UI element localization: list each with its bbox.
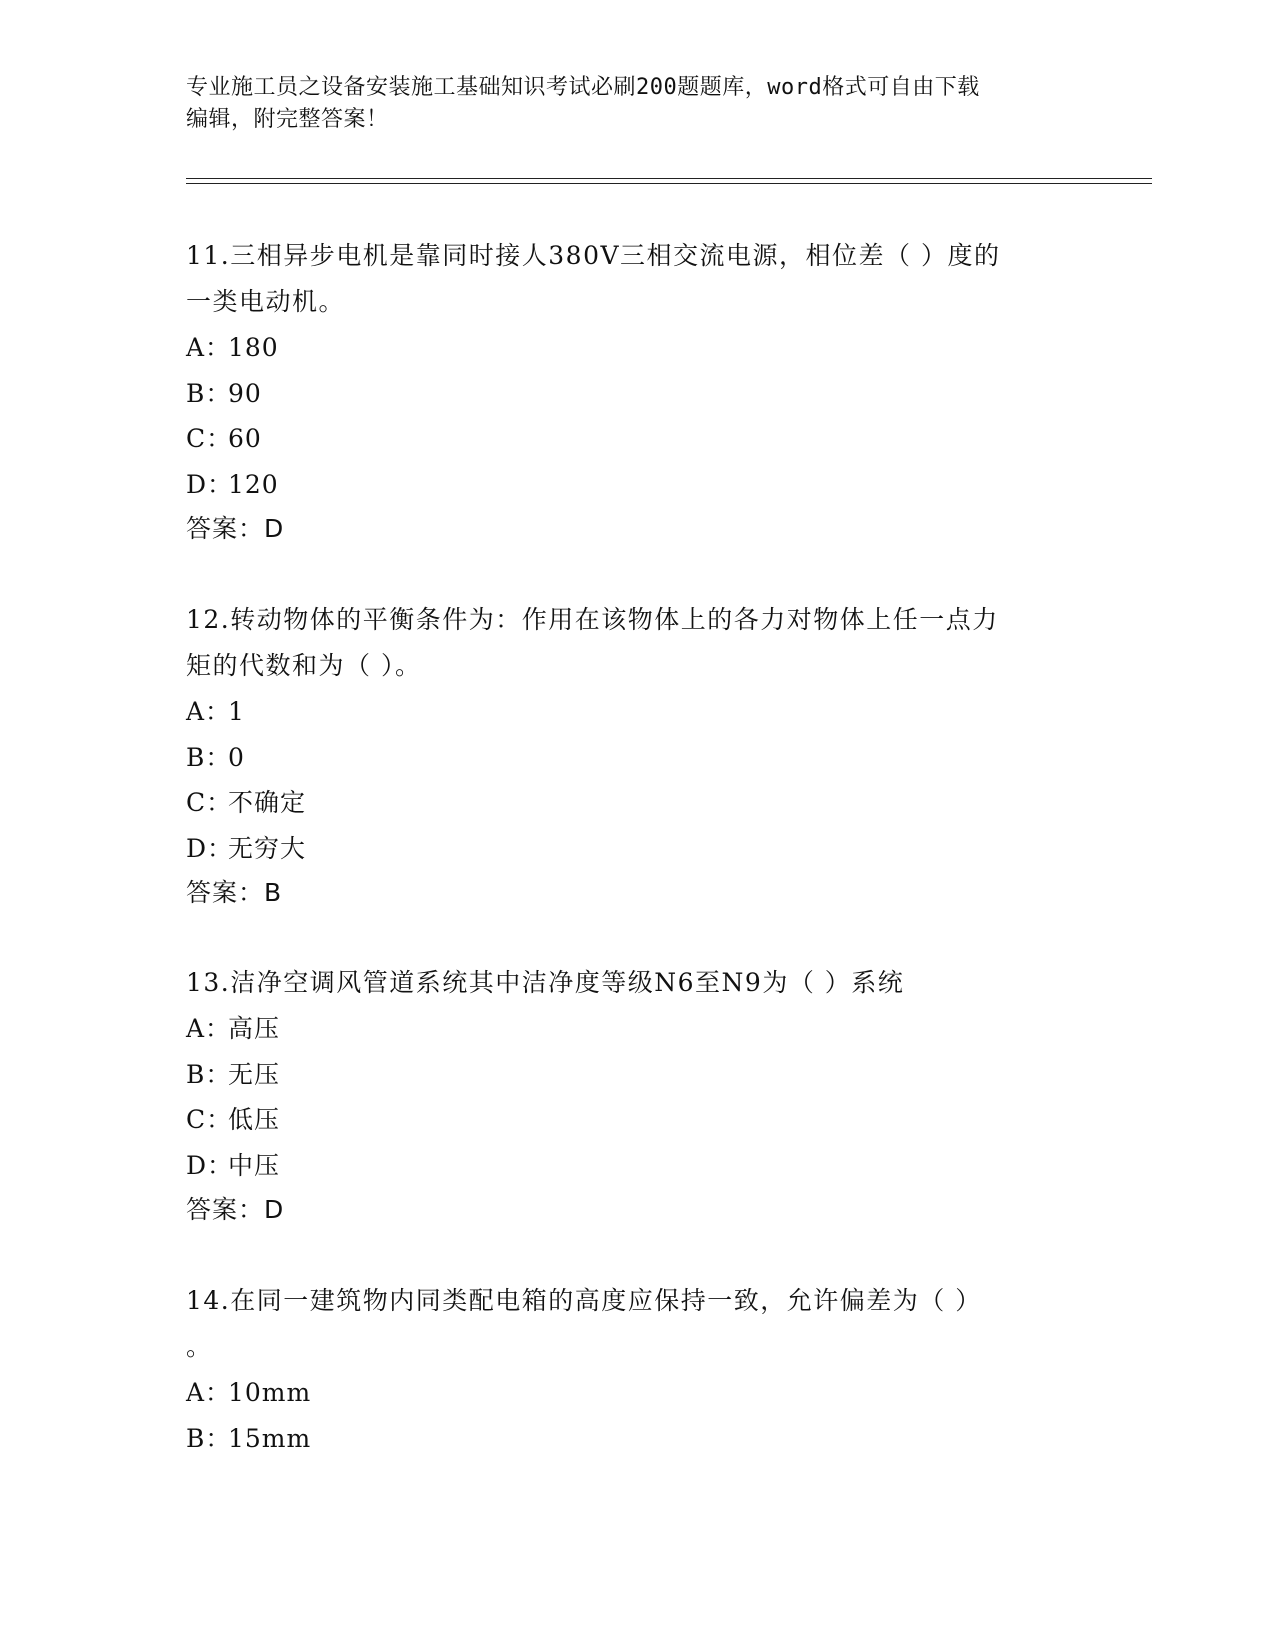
option-key: A： <box>186 1014 232 1043</box>
question-stem-line: 。 <box>186 1332 213 1361</box>
option-text: 高压 <box>228 1014 281 1043</box>
option-b <box>186 1052 1086 1098</box>
question-stem-line: 12.转动物体的平衡条件为：作用在该物体上的各力对物体上任一点力 <box>186 605 999 634</box>
question-stem <box>186 1278 1086 1370</box>
option-key: D： <box>186 833 234 863</box>
option-text: 0 <box>228 742 245 772</box>
option-key: C： <box>186 1105 233 1134</box>
question-stem-line: 一类电动机。 <box>186 287 346 316</box>
header-divider-bottom <box>186 183 1152 184</box>
option-a <box>186 689 1086 735</box>
option-text: 无压 <box>228 1059 281 1089</box>
option-b <box>186 371 1086 417</box>
option-text: 中压 <box>228 1150 281 1180</box>
option-text: 无穷大 <box>228 833 307 863</box>
question-stem <box>186 960 1086 1006</box>
option-text: 1 <box>228 697 245 726</box>
option-a <box>186 1006 1086 1052</box>
option-c <box>186 780 1086 826</box>
option-text: 15mm <box>228 1423 312 1453</box>
option-key: A： <box>186 697 232 726</box>
option-key: D： <box>186 1150 234 1180</box>
option-text: 低压 <box>228 1105 281 1134</box>
option-text: 60 <box>228 424 262 453</box>
header-title-line-1: 专业施工员之设备安装施工基础知识考试必刷200题题库，word格式可自由下载 <box>186 75 980 100</box>
option-c <box>186 1097 1086 1143</box>
question-14 <box>186 1278 1086 1461</box>
question-stem-line: 13.洁净空调风管道系统其中洁净度等级N6至N9为（ ）系统 <box>186 968 905 997</box>
option-text: 不确定 <box>228 788 307 817</box>
option-key: A： <box>186 1378 232 1407</box>
option-b <box>186 735 1086 781</box>
question-stem-line: 14.在同一建筑物内同类配电箱的高度应保持一致，允许偏差为（ ） <box>186 1286 982 1315</box>
option-key: C： <box>186 424 233 453</box>
option-text: 120 <box>228 469 279 499</box>
answer-line: 答案：D <box>186 1195 285 1224</box>
question-stem-line: 11.三相异步电机是靠同时接人380V三相交流电源，相位差（ ）度的 <box>186 241 1001 270</box>
option-key: C： <box>186 788 233 817</box>
answer-line: 答案：D <box>186 514 285 543</box>
option-key: B： <box>186 742 232 772</box>
question-11 <box>186 233 1086 551</box>
option-text: 90 <box>228 378 262 408</box>
option-d <box>186 1143 1086 1189</box>
document-header <box>186 72 1066 136</box>
question-13 <box>186 960 1086 1232</box>
answer-line: 答案：B <box>186 878 283 907</box>
header-title-line-2: 编辑，附完整答案！ <box>186 107 389 132</box>
option-b <box>186 1416 1086 1462</box>
option-key: D： <box>186 469 234 499</box>
question-stem-line: 矩的代数和为（ ）。 <box>186 651 422 680</box>
option-key: B： <box>186 1059 232 1089</box>
option-key: B： <box>186 378 232 408</box>
question-12 <box>186 597 1086 915</box>
option-key: B： <box>186 1423 232 1453</box>
option-a <box>186 325 1086 371</box>
option-key: A： <box>186 333 232 362</box>
header-divider-top <box>186 178 1152 179</box>
question-stem <box>186 233 1086 325</box>
option-d <box>186 462 1086 508</box>
option-text: 10mm <box>228 1378 312 1407</box>
option-a <box>186 1370 1086 1416</box>
option-d <box>186 826 1086 872</box>
option-text: 180 <box>228 333 279 362</box>
question-stem <box>186 597 1086 689</box>
option-c <box>186 416 1086 462</box>
